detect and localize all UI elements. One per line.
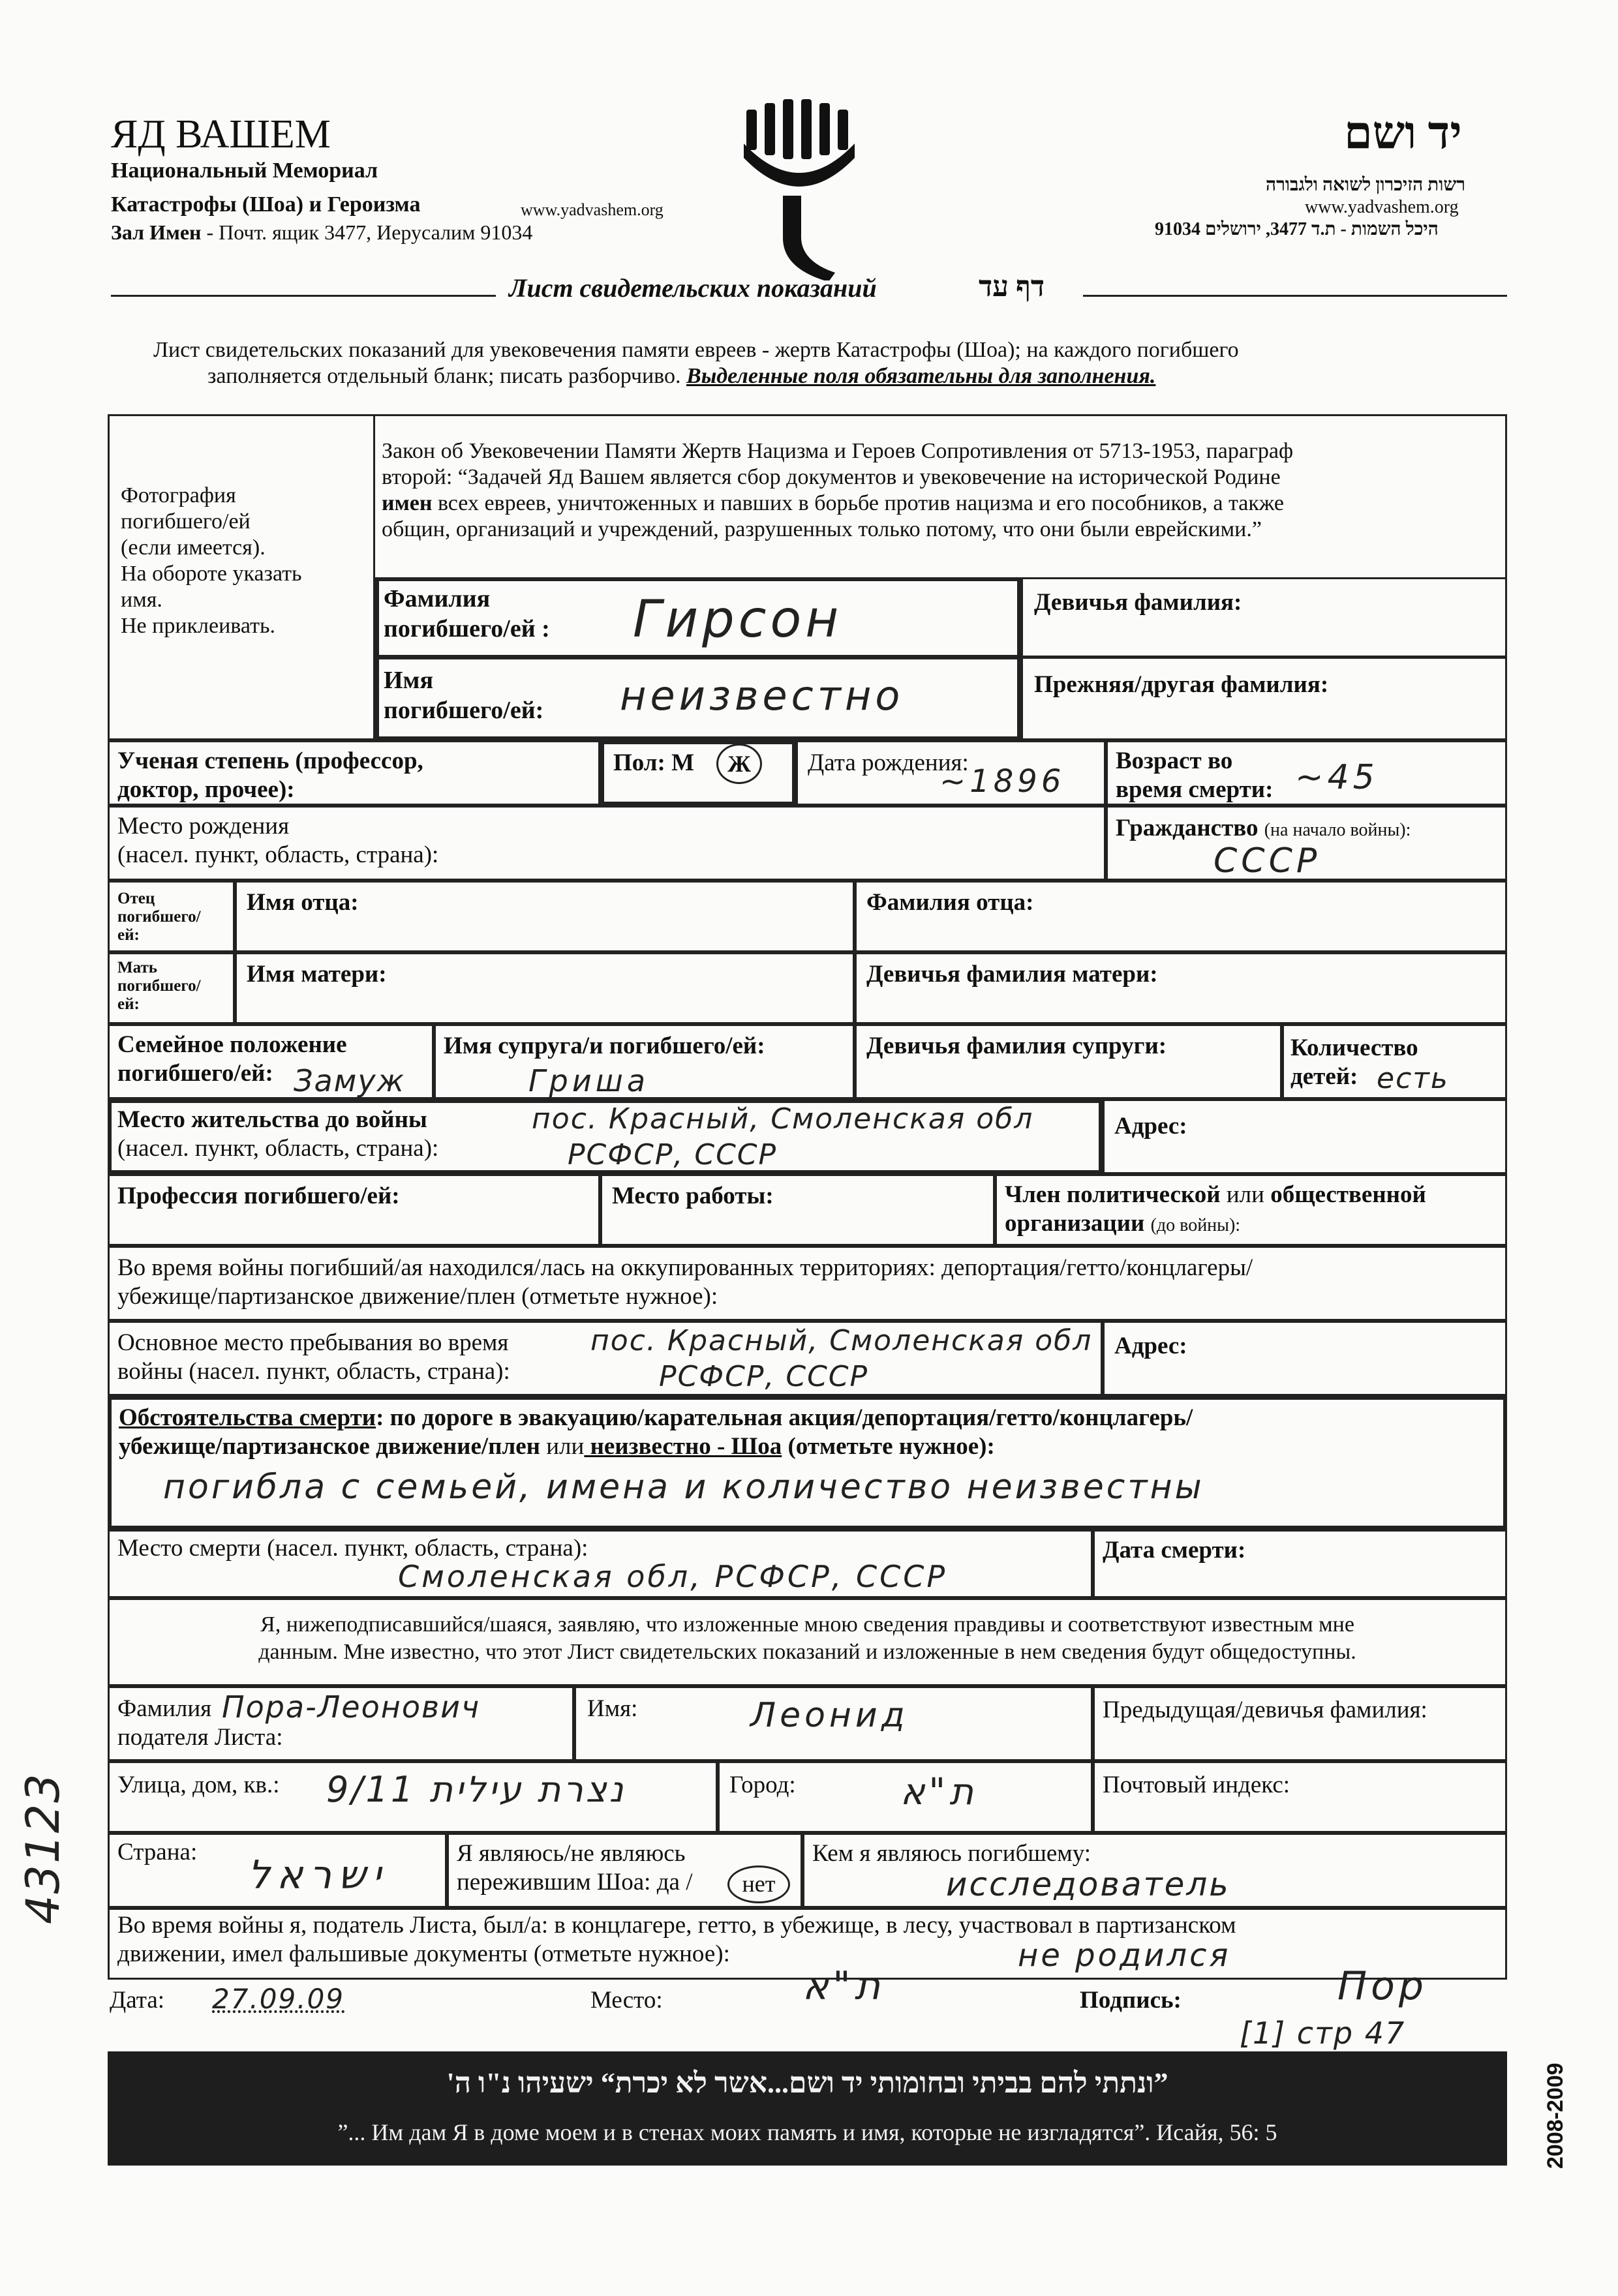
children-label-line: детей:: [1290, 1063, 1358, 1090]
death-place-label: Место смерти (насел. пункт, область, страна):: [117, 1535, 588, 1562]
survivor-no-option: нет: [742, 1871, 776, 1897]
intro-text: заполняется отдельный бланк; писать разборчиво.: [207, 364, 681, 388]
marital-label-line: погибшего/ей:: [117, 1060, 273, 1087]
street-value: 9/11 נצרת עילית: [326, 1769, 626, 1810]
mother-side-label: [117, 959, 201, 1014]
footer-quote-he: ”ונתתי להם בביתי ובחומותי יד ושם...אשר לא יכרת“ ישעיהו נ"ו ה': [446, 2067, 1168, 2099]
photo-note-line: На обороте указать: [121, 562, 302, 586]
wartime-status-line: убежище/партизанское движение/плен (отметьте нужное):: [117, 1283, 718, 1310]
photo-note: [121, 483, 302, 639]
submitter-surname-value: Пора-Леонович: [222, 1689, 481, 1725]
wartime-address-label: Адрес:: [1114, 1333, 1187, 1359]
mother-side-line: ей:: [117, 995, 140, 1013]
death-circ-unknown: неизвестно - Шоа: [584, 1433, 782, 1460]
death-circ-options-1: : по дороге в эвакуацию/карательная акция/депортация/гетто/концлагерь/: [376, 1404, 1193, 1431]
yad-vashem-logo: [737, 98, 861, 280]
membership-label: [1005, 1181, 1426, 1240]
form-title-ru: Лист свидетельских показаний: [509, 273, 877, 303]
degree-label-line: Ученая степень (профессор,: [117, 748, 423, 774]
membership-text-c: общественной: [1264, 1181, 1426, 1208]
membership-note: (до войны):: [1150, 1215, 1241, 1235]
firstname-label: [384, 665, 543, 725]
father-side-label: [117, 890, 201, 944]
survivor-label-line: Я являюсь/не являюсь: [457, 1840, 686, 1867]
death-circ-line: [119, 1432, 1193, 1461]
photo-note-line: имя.: [121, 588, 162, 612]
law-line: [382, 491, 1293, 517]
wartime-place-label: [117, 1329, 510, 1386]
firstname-value: неизвестно: [620, 672, 904, 719]
citizenship-note: (на начало войны):: [1264, 820, 1411, 840]
side-id-stamp: 43123: [16, 1772, 70, 1924]
memorial-line-1: Национальный Мемориал: [111, 159, 378, 183]
relation-label: Кем я являюсь погибшему:: [812, 1840, 1091, 1867]
photo-note-line: Не приклеивать.: [121, 614, 275, 638]
street-label: Улица, дом, кв.:: [117, 1772, 280, 1798]
membership-label-line: [1005, 1209, 1426, 1240]
death-circ-mark: (отметьте нужное):: [782, 1433, 995, 1460]
spouse-maiden-label: Девичья фамилия супруги:: [866, 1033, 1167, 1059]
birthdate-value: ~1896: [939, 763, 1065, 800]
birthplace-label: [117, 812, 438, 869]
age-value: ~45: [1295, 758, 1379, 797]
photo-note-line: Фотография: [121, 483, 236, 507]
children-label-line: Количество: [1290, 1035, 1418, 1061]
mother-side-line: погибшего/: [117, 977, 201, 995]
citizenship-value: СССР: [1214, 841, 1321, 881]
he-line-3: היכל השמות - ת.ד 3477, ירושלים 91034: [1155, 219, 1439, 239]
photo-note-line: погибшего/ей: [121, 509, 251, 534]
membership-text-a: Член политической: [1005, 1181, 1227, 1208]
death-circumstances-value: погибла с семьей, имена и количество неизвестны: [163, 1468, 1204, 1507]
residence-value-line-2: РСФСР, СССР: [568, 1138, 778, 1171]
page-reference: [1] стр 47: [1240, 2016, 1406, 2051]
org-name-ru: ЯД ВАШЕМ: [111, 112, 331, 157]
citizenship-label: [1116, 814, 1411, 845]
date-value: 27.09.09: [212, 1983, 345, 2015]
mother-maiden-label: Девичья фамилия матери:: [866, 961, 1158, 988]
death-circumstances-label: [119, 1404, 1193, 1461]
submitter-prev-surname-label: Предыдущая/девичья фамилия:: [1103, 1697, 1427, 1723]
country-label: Страна:: [117, 1839, 198, 1865]
children-count-value: есть: [1377, 1062, 1449, 1095]
submitter-name-value: Леонид: [750, 1696, 909, 1735]
residence-label: [117, 1106, 438, 1163]
mother-name-label: Имя матери:: [247, 961, 387, 988]
country-value: ישראל: [248, 1852, 388, 1898]
father-name-label: Имя отца:: [247, 889, 359, 916]
degree-label-line: доктор, прочее):: [117, 776, 295, 803]
workplace-label: Место работы:: [612, 1183, 774, 1209]
age-label: [1116, 747, 1273, 804]
law-text: [382, 438, 1293, 543]
declaration-text: [117, 1611, 1497, 1666]
spouse-name-label: Имя супруга/и погибшего/ей:: [444, 1033, 765, 1059]
photo-note-line: (если имеется).: [121, 536, 266, 560]
surname-label: [384, 584, 550, 644]
title-rule-right: [1083, 295, 1507, 297]
mandatory-note: Выделенные поля обязательны для заполнения.: [686, 364, 1156, 388]
place-value: ת"א: [802, 1963, 885, 2009]
mother-side-line: Мать: [117, 959, 157, 976]
wartime-status-label: [117, 1254, 1253, 1311]
title-rule-left: [111, 295, 496, 297]
city-label: Город:: [729, 1772, 796, 1798]
age-label-line: Возраст во: [1116, 748, 1233, 774]
submitter-surname-line: Фамилия: [117, 1695, 212, 1722]
death-date-label: Дата смерти:: [1103, 1537, 1246, 1563]
death-place-value: Смоленская обл, РСФСР, СССР: [398, 1559, 948, 1594]
surname-label-line: погибшего/ей :: [384, 615, 550, 642]
birthdate-label: Дата рождения:: [808, 749, 969, 776]
declaration-line: Я, нижеподписавшийся/шаяся, заявляю, что изложенные мною сведения правдивы и соответствуют известным мне: [260, 1612, 1354, 1637]
survivor-no-circled[interactable]: [727, 1865, 790, 1903]
sex-label: Пол: М: [613, 749, 695, 776]
sex-female-circled[interactable]: [716, 744, 762, 784]
father-side-line: Отец: [117, 890, 155, 907]
citizenship-label-text: Гражданство: [1116, 815, 1259, 841]
wartime-place-line: Основное место пребывания во время: [117, 1329, 509, 1356]
surname-label-line: Фамилия: [384, 585, 491, 612]
intro-line-2: [207, 362, 1155, 391]
spouse-name-value: Гриша: [528, 1063, 650, 1098]
birthplace-label-line: Место рождения: [117, 813, 290, 839]
submitter-name-label: Имя:: [587, 1695, 638, 1722]
place-label: Место:: [590, 1987, 663, 2014]
father-side-line: погибшего/: [117, 908, 201, 926]
website-he: www.yadvashem.org: [1305, 197, 1459, 217]
degree-label: [117, 747, 423, 804]
residence-label-line: Место жительства до войны: [117, 1106, 427, 1133]
death-circ-or: или: [546, 1433, 585, 1460]
hall-of-names: Зал Имен: [111, 220, 202, 244]
law-line: общин, организаций и учреждений, разрушенных только потому, что они были еврейскими.”: [382, 517, 1262, 541]
residence-address-label: Адрес:: [1114, 1113, 1187, 1140]
father-side-line: ей:: [117, 926, 140, 944]
law-line: Закон об Увековечении Памяти Жертв Нацизма и Героев Сопротивления от 5713-1953, параграф: [382, 439, 1294, 463]
membership-label-line: [1005, 1181, 1426, 1209]
date-label: Дата:: [110, 1987, 165, 2014]
death-circ-title: Обстоятельства смерти: [119, 1404, 376, 1431]
signature-value: Пор: [1337, 1963, 1427, 2009]
prev-surname-label: Прежняя/другая фамилия:: [1034, 671, 1329, 698]
footer-quote-ru: ”... Им дам Я в доме моем и в стенах моих память и имя, которые не изгладятся”. Исайя, 56: 5: [337, 2119, 1277, 2145]
submitter-wartime-line: Во время войны я, податель Листа, был/а: в концлагере, гетто, в убежище, в лесу, участвовал в партизанском: [117, 1912, 1236, 1939]
maiden-name-label: Девичья фамилия:: [1034, 589, 1242, 616]
death-circ-options-2: убежище/партизанское движение/плен: [119, 1433, 547, 1460]
relation-value: исследователь: [946, 1865, 1230, 1903]
org-name-he: יד ושם: [1344, 108, 1462, 159]
city-value: ת"א: [900, 1771, 977, 1813]
survivor-label: [457, 1839, 693, 1897]
declaration-line: данным. Мне известно, что этот Лист свидетельских показаний и изложенные в нем сведения будут общедоступны.: [258, 1640, 1356, 1664]
memorial-line-2: Катастрофы (Шоа) и Героизма: [111, 192, 421, 217]
wartime-status-line: Во время войны погибший/ая находился/лась на оккупированных территориях: депортация/гетто/концлагеры/: [117, 1254, 1253, 1281]
intro-line-1: Лист свидетельских показаний для увековечения памяти евреев - жертв Катастрофы (Шоа); на каждого погибшего: [153, 338, 1239, 362]
signature-label: Подпись:: [1080, 1987, 1182, 2014]
firstname-label-line: погибшего/ей:: [384, 697, 544, 724]
he-line-1: רשות הזיכרון לשואה ולגבורה: [1266, 175, 1466, 195]
age-label-line: время смерти:: [1116, 776, 1274, 803]
wartime-place-line: войны (насел. пункт, область, страна):: [117, 1358, 510, 1385]
survivor-label-line: пережившим Шоа: да /: [457, 1869, 693, 1896]
hall-postal-address: - Почт. ящик 3477, Иерусалим 91034: [201, 220, 533, 244]
zip-label: Почтовый индекс:: [1103, 1772, 1290, 1798]
firstname-label-line: Имя: [384, 667, 433, 694]
membership-org: организации: [1005, 1210, 1145, 1237]
law-line: второй: “Задачей Яд Вашем является сбор документов и увековечение на исторической Родине: [382, 465, 1281, 489]
surname-value: Гирсон: [633, 590, 843, 649]
form-title-he: דף עד: [979, 271, 1045, 303]
website-ru: www.yadvashem.org: [521, 200, 664, 219]
submitter-wartime-value: не родился: [1018, 1937, 1231, 1974]
profession-label: Профессия погибшего/ей:: [117, 1183, 400, 1209]
law-names-word: имен: [382, 491, 433, 515]
wartime-place-value-line-2: РСФСР, СССР: [659, 1360, 869, 1393]
submitter-wartime-line: движении, имел фальшивые документы (отметьте нужное):: [117, 1941, 730, 1967]
hall-address: [111, 218, 532, 247]
marital-status-value: Замуж: [294, 1063, 406, 1098]
death-circ-line: [119, 1404, 1193, 1432]
wartime-place-value-line-1: пос. Красный, Смоленская обл: [590, 1324, 1093, 1357]
submitter-surname-line: подателя Листа:: [117, 1724, 283, 1751]
sex-female-option: Ж: [727, 751, 751, 777]
marital-label-line: Семейное положение: [117, 1031, 347, 1058]
birthplace-label-line: (насел. пункт, область, страна):: [117, 841, 439, 868]
law-line-rest: всех евреев, уничтоженных и павших в борьбе против нацизма и его пособников, а также: [432, 491, 1284, 515]
father-surname-label: Фамилия отца:: [866, 889, 1034, 916]
year-stamp: 2008-2009: [1543, 2062, 1568, 2169]
membership-text-or: или: [1226, 1181, 1264, 1208]
residence-label-line: (насел. пункт, область, страна):: [117, 1135, 439, 1162]
residence-value-line-1: пос. Красный, Смоленская обл: [532, 1102, 1034, 1136]
